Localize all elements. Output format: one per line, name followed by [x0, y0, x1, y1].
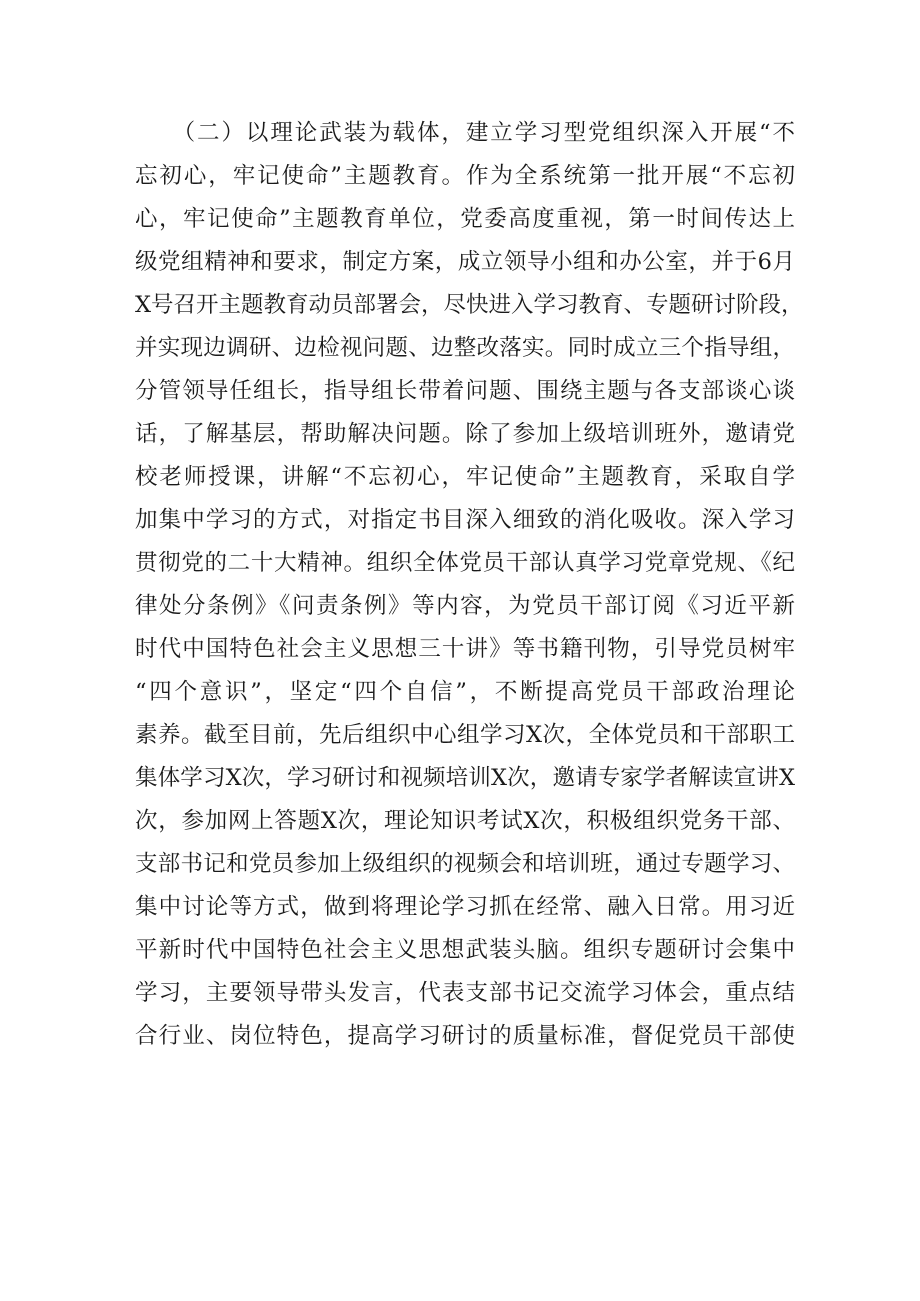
text-line-10: 加集中学习的方式，对指定书目深入细致的消化吸收。深入学习 [135, 507, 795, 533]
text-line-16: 集体学习X次，学习研讨和视频培训X次，邀请专家学者解读宣讲X [135, 765, 795, 791]
text-line-11: 贯彻党的二十大精神。组织全体党员干部认真学习党章党规、《纪 [135, 550, 795, 576]
text-line-2: 忘初心，牢记使命”主题教育。作为全系统第一批开展“不忘初 [135, 163, 795, 189]
text-line-6: 并实现边调研、边检视问题、边整改落实。同时成立三个指导组， [135, 335, 795, 361]
text-line-9: 校老师授课，讲解“不忘初心，牢记使命”主题教育，采取自学 [135, 464, 795, 490]
text-line-5: X号召开主题教育动员部署会，尽快进入学习教育、专题研讨阶段， [135, 292, 804, 318]
text-line-14: “四个意识”，坚定“四个自信”，不断提高党员干部政治理论 [135, 679, 795, 705]
text-line-12: 律处分条例》《问责条例》等内容，为党员干部订阅《习近平新 [135, 593, 795, 619]
text-line-17: 次，参加网上答题X次，理论知识考试X次，积极组织党务干部、 [135, 808, 795, 834]
text-line-21: 学习，主要领导带头发言，代表支部书记交流学习体会，重点结 [135, 980, 795, 1006]
text-line-18: 支部书记和党员参加上级组织的视频会和培训班，通过专题学习、 [135, 851, 795, 877]
text-line-19: 集中讨论等方式，做到将理论学习抓在经常、融入日常。用习近 [135, 894, 795, 920]
text-line-15: 素养。截至目前，先后组织中心组学习X次，全体党员和干部职工 [135, 722, 795, 748]
text-line-8: 话，了解基层，帮助解决问题。除了参加上级培训班外，邀请党 [135, 421, 795, 447]
text-line-20: 平新时代中国特色社会主义思想武装头脑。组织专题研讨会集中 [135, 937, 795, 963]
text-line-22: 合行业、岗位特色，提高学习研讨的质量标准，督促党员干部使 [135, 1023, 795, 1049]
text-line-4: 级党组精神和要求，制定方案，成立领导小组和办公室，并于6月 [135, 249, 795, 275]
text-line-7: 分管领导任组长，指导组长带着问题、围绕主题与各支部谈心谈 [135, 378, 795, 404]
text-line-13: 时代中国特色社会主义思想三十讲》等书籍刊物，引导党员树牢 [135, 636, 795, 662]
body-paragraph [135, 112, 804, 1058]
text-line-3: 心，牢记使命”主题教育单位，党委高度重视，第一时间传达上 [135, 206, 795, 232]
text-line-1: （二）以理论武装为载体，建立学习型党组织深入开展“不 [135, 120, 795, 146]
